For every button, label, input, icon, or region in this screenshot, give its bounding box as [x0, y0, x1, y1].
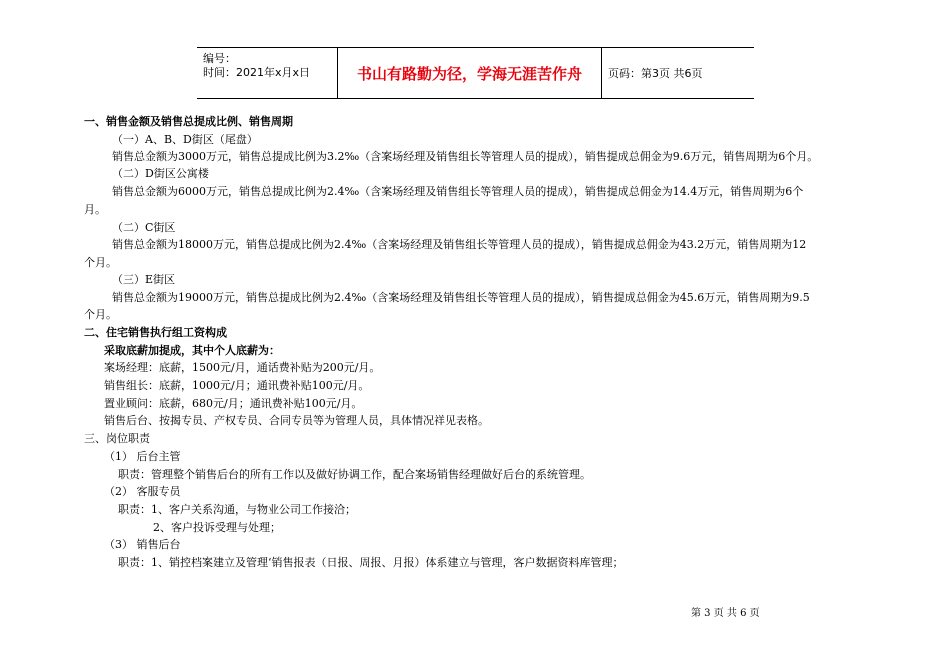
- section-1b-text: 销售总金额为6000万元，销售总提成比例为2.4‰（含案场经理及销售组长等管理人员的提成），销售提成总佣金为14.4万元，销售周期为6个: [112, 185, 804, 198]
- header-meta: [197, 48, 338, 98]
- section-1a-title: （一）A、B、D街区（尾盘）: [112, 133, 258, 146]
- header-time: 时间：2021年x月x日: [203, 66, 311, 79]
- header-motto: 书山有路勤为径，学海无涯苦作舟: [338, 48, 602, 98]
- section-1d-text-cont: 个月。: [84, 308, 117, 321]
- page-header: [197, 47, 754, 99]
- section-3-1-title: （1） 后台主管: [104, 450, 181, 463]
- section-3-2-text-2: 2、客户投诉受理与处理；: [153, 521, 281, 534]
- section-1b-text-cont: 月。: [84, 203, 106, 216]
- section-3-2-title: （2） 客服专员: [104, 485, 181, 498]
- section-2-line-3: 置业顾问：底薪，680元/月；通讯费补贴100元/月。: [104, 397, 363, 410]
- page-footer: 第 3 页 共 6 页: [691, 608, 760, 619]
- header-number: 编号：: [203, 52, 236, 65]
- section-2-title: 二、住宅销售执行组工资构成: [84, 326, 227, 339]
- section-2-line-4: 销售后台、按揭专员、产权专员、合同专员等为管理人员，具体情况祥见表格。: [104, 414, 489, 427]
- section-1a-text: 销售总金额为3000万元，销售总提成比例为3.2‰（含案场经理及销售组长等管理人员的提成），销售提成总佣金为9.6万元，销售周期为6个月。: [112, 150, 819, 163]
- section-1d-title: （三）E街区: [112, 273, 176, 286]
- section-1d-text: 销售总金额为19000万元，销售总提成比例为2.4‰（含案场经理及销售组长等管理人员的提成），销售提成总佣金为45.6万元，销售周期为9.5: [112, 291, 810, 304]
- header-page-info: 页码：第3页 共6页: [608, 67, 703, 80]
- section-2-subtitle: 采取底薪加提成，其中个人底薪为：: [104, 344, 280, 357]
- section-3-3-title: （3） 销售后台: [104, 538, 181, 551]
- section-1-title: 一、销售金额及销售总提成比例、销售周期: [84, 115, 293, 128]
- section-3-2-text-1: 职责：1、客户关系沟通，与物业公司工作接洽；: [118, 503, 356, 516]
- section-1c-text: 销售总金额为18000万元，销售总提成比例为2.4‰（含案场经理及销售组长等管理人员的提成），销售提成总佣金为43.2万元，销售周期为12: [112, 238, 807, 251]
- section-2-line-2: 销售组长：底薪，1000元/月；通讯费补贴100元/月。: [104, 379, 370, 392]
- section-1b-title: （二）D街区公寓楼: [112, 167, 209, 180]
- section-2-line-1: 案场经理：底薪，1500元/月，通话费补贴为200元/月。: [104, 361, 381, 374]
- section-1c-text-cont: 个月。: [84, 256, 117, 269]
- section-1c-title: （二）C街区: [112, 221, 176, 234]
- section-3-3-text-1: 职责：1、销控档案建立及管理‘销售报表（日报、周报、月报）体系建立与管理，客户数据资料库管理；: [118, 556, 624, 569]
- section-3-1-text: 职责：管理整个销售后台的所有工作以及做好协调工作，配合案场销售经理做好后台的系统管理。: [118, 468, 591, 481]
- section-3-title: 三、岗位职责: [84, 432, 150, 445]
